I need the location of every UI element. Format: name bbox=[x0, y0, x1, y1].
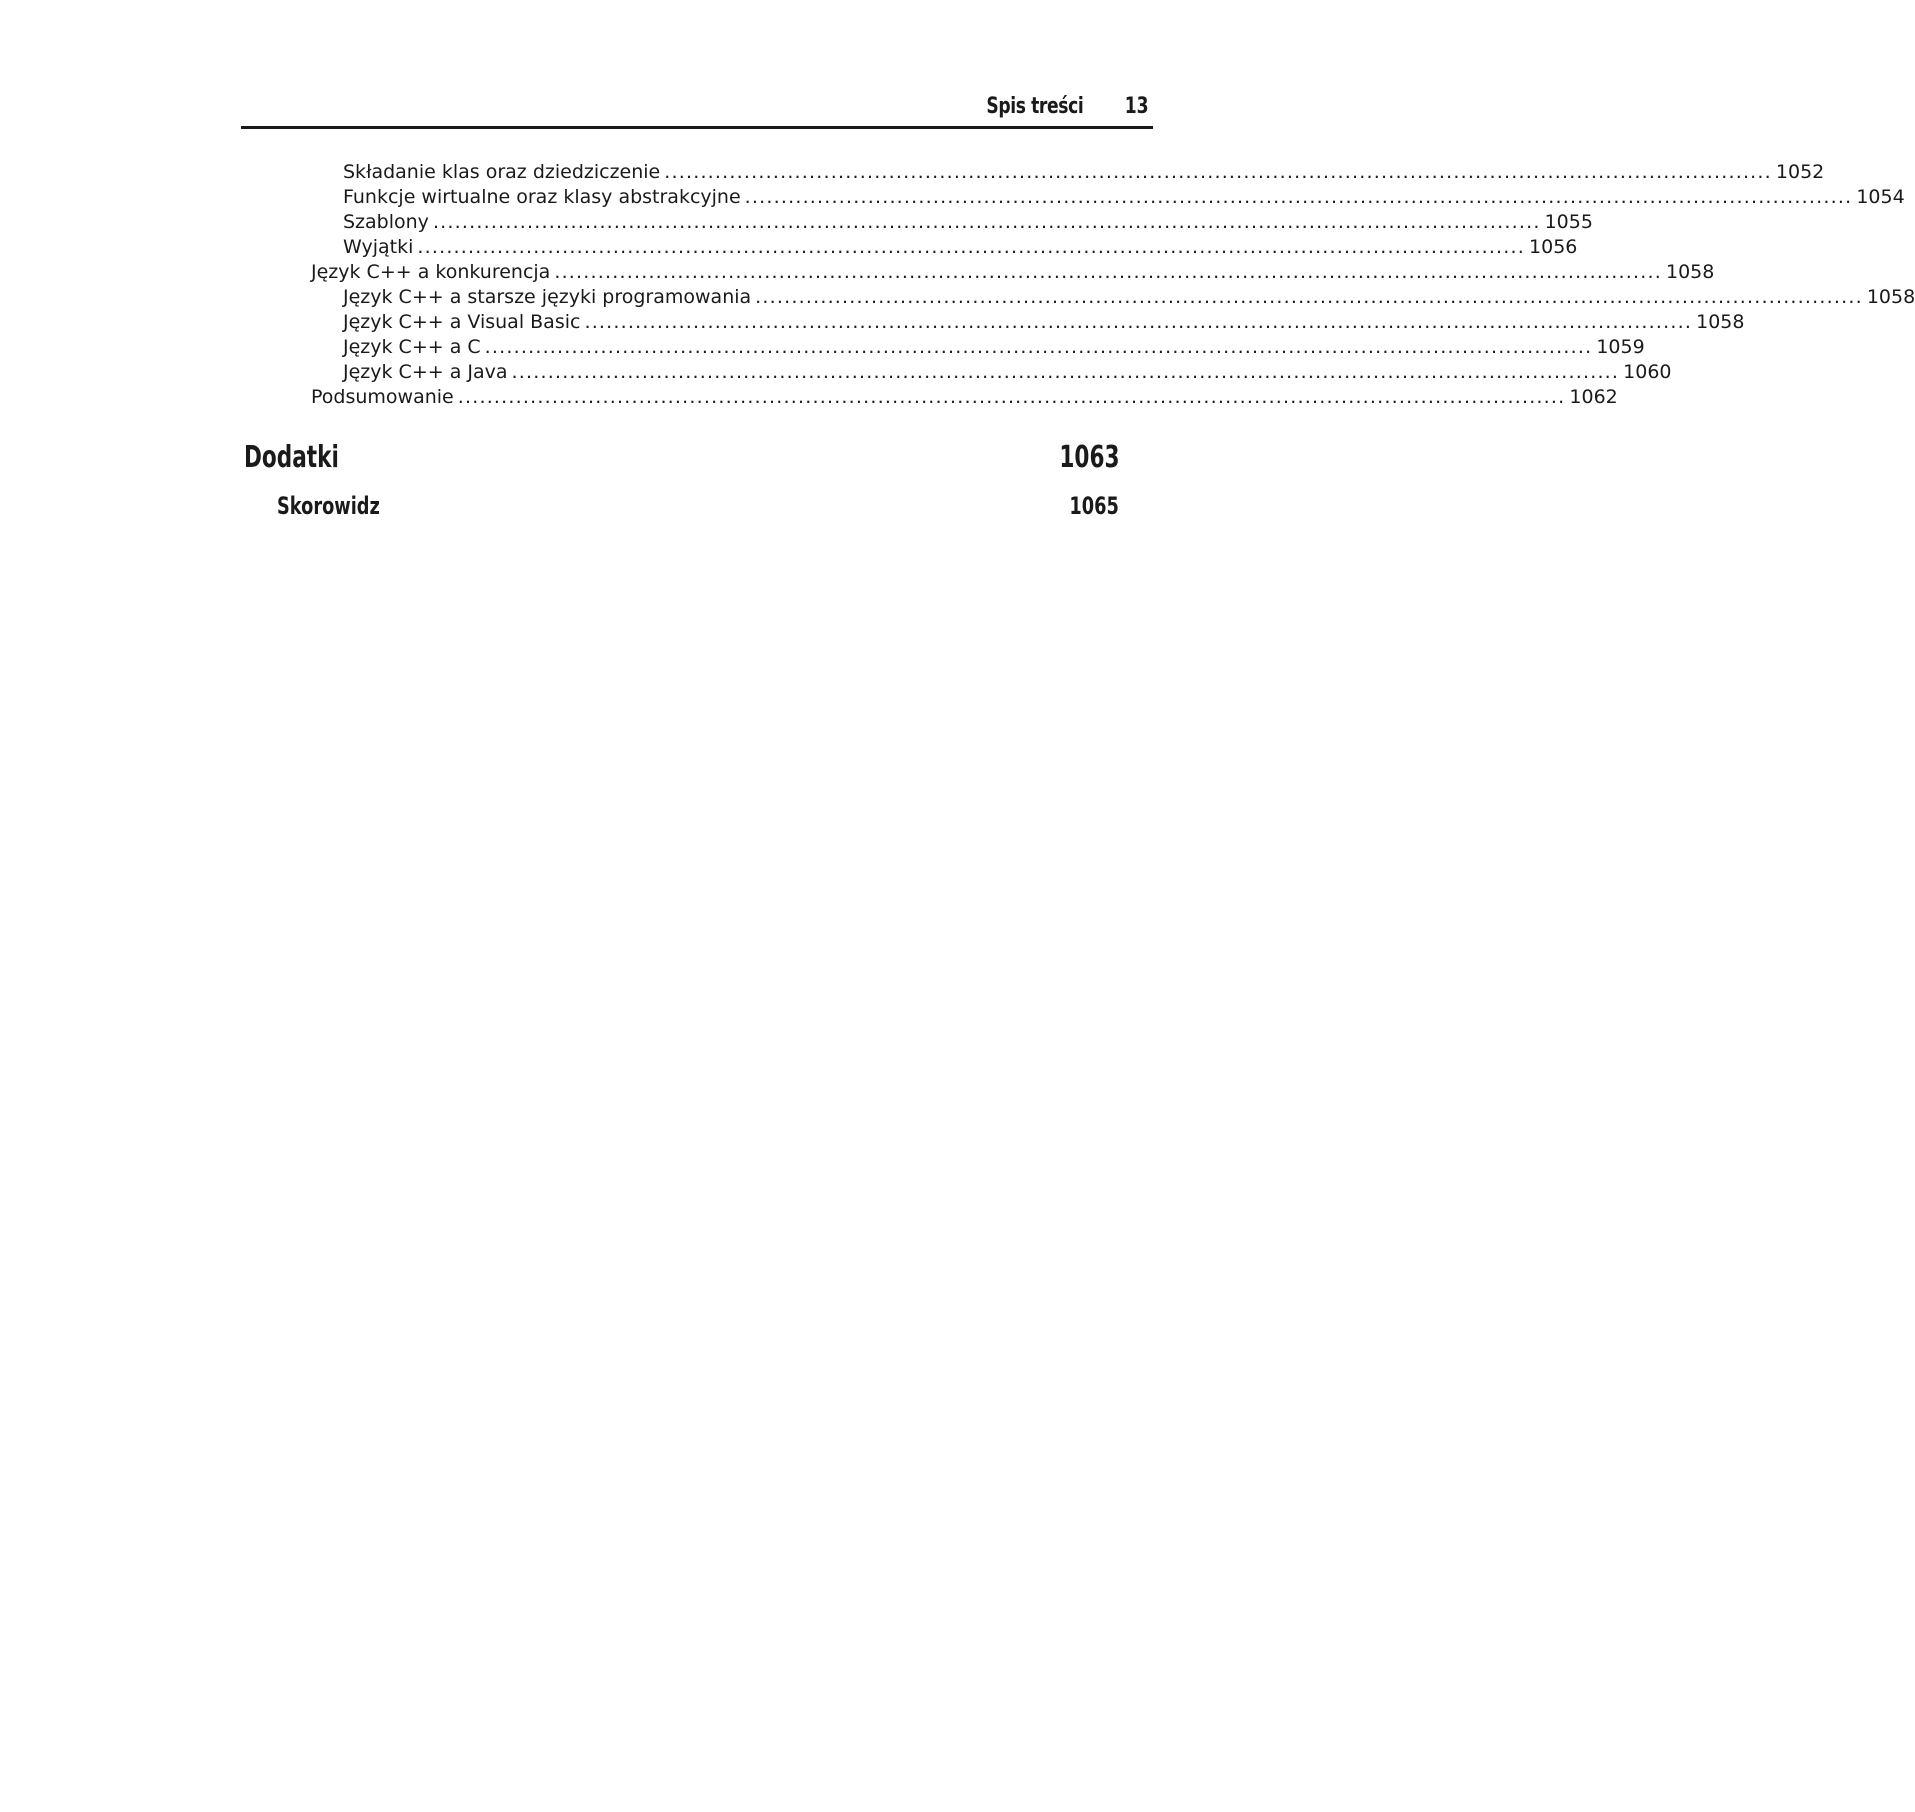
running-header bbox=[241, 88, 1153, 129]
toc-entry[interactable] bbox=[343, 210, 1593, 235]
toc-entry-page: 1052 bbox=[1775, 161, 1825, 183]
toc-entry[interactable] bbox=[343, 360, 1672, 385]
toc-entry[interactable] bbox=[343, 160, 1825, 185]
dot-leader: ......................................................................................................................................................... bbox=[457, 386, 1566, 408]
toc-entry-page: 1058 bbox=[1665, 261, 1715, 283]
dot-leader: ......................................................................................................................................................... bbox=[664, 161, 1772, 183]
index-heading-label: Skorowidz bbox=[277, 492, 380, 520]
toc-entry-label: Szablony bbox=[343, 211, 429, 233]
toc-entry-label: Funkcje wirtualne oraz klasy abstrakcyjne bbox=[343, 186, 741, 208]
index-heading-page: 1065 bbox=[1069, 492, 1119, 520]
dot-leader: ......................................................................................................................................................... bbox=[755, 286, 1863, 308]
part-heading-label: Dodatki bbox=[244, 440, 339, 475]
dot-leader: ......................................................................................................................................................... bbox=[744, 186, 1853, 208]
toc-entry-label: Język C++ a konkurencja bbox=[311, 261, 551, 283]
toc-entry[interactable] bbox=[343, 235, 1578, 260]
dot-leader: ......................................................................................................................................................... bbox=[554, 261, 1662, 283]
toc-entry[interactable] bbox=[343, 185, 1905, 210]
toc-entry-label: Język C++ a C bbox=[343, 336, 481, 358]
toc-entry-page: 1058 bbox=[1696, 311, 1745, 333]
toc-entry[interactable] bbox=[343, 285, 1915, 310]
toc-entry-label: Wyjątki bbox=[343, 236, 414, 258]
toc-entry-page: 1059 bbox=[1596, 336, 1645, 358]
page-number: 13 bbox=[1125, 94, 1149, 119]
toc-entry[interactable] bbox=[311, 260, 1715, 285]
toc-entry-page: 1054 bbox=[1856, 186, 1905, 208]
toc-entry-label: Składanie klas oraz dziedziczenie bbox=[343, 161, 661, 183]
dot-leader: ......................................................................................................................................................... bbox=[484, 336, 1593, 358]
running-title: Spis treści bbox=[985, 94, 1083, 119]
toc-entry-label: Język C++ a Java bbox=[343, 361, 508, 383]
dot-leader: ......................................................................................................................................................... bbox=[432, 211, 1541, 233]
dot-leader: ......................................................................................................................................................... bbox=[417, 236, 1526, 258]
toc-entry-label: Podsumowanie bbox=[311, 386, 454, 408]
toc-entry-page: 1062 bbox=[1569, 386, 1618, 408]
index-heading[interactable] bbox=[277, 492, 1119, 520]
part-heading-page: 1063 bbox=[1058, 440, 1119, 475]
toc-entry-page: 1056 bbox=[1529, 236, 1578, 258]
dot-leader: ......................................................................................................................................................... bbox=[584, 311, 1693, 333]
toc-entry[interactable] bbox=[343, 310, 1745, 335]
dot-leader: ......................................................................................................................................................... bbox=[511, 361, 1620, 383]
toc-entry-label: Język C++ a starsze języki programowania bbox=[343, 286, 752, 308]
toc-entry-page: 1060 bbox=[1623, 361, 1672, 383]
part-heading[interactable] bbox=[244, 440, 1119, 475]
toc-entry-page: 1058 bbox=[1866, 286, 1915, 308]
toc-entry-label: Język C++ a Visual Basic bbox=[343, 311, 581, 333]
toc-entry-page: 1055 bbox=[1544, 211, 1593, 233]
toc-entry[interactable] bbox=[343, 335, 1645, 360]
toc-entry[interactable] bbox=[311, 385, 1618, 410]
